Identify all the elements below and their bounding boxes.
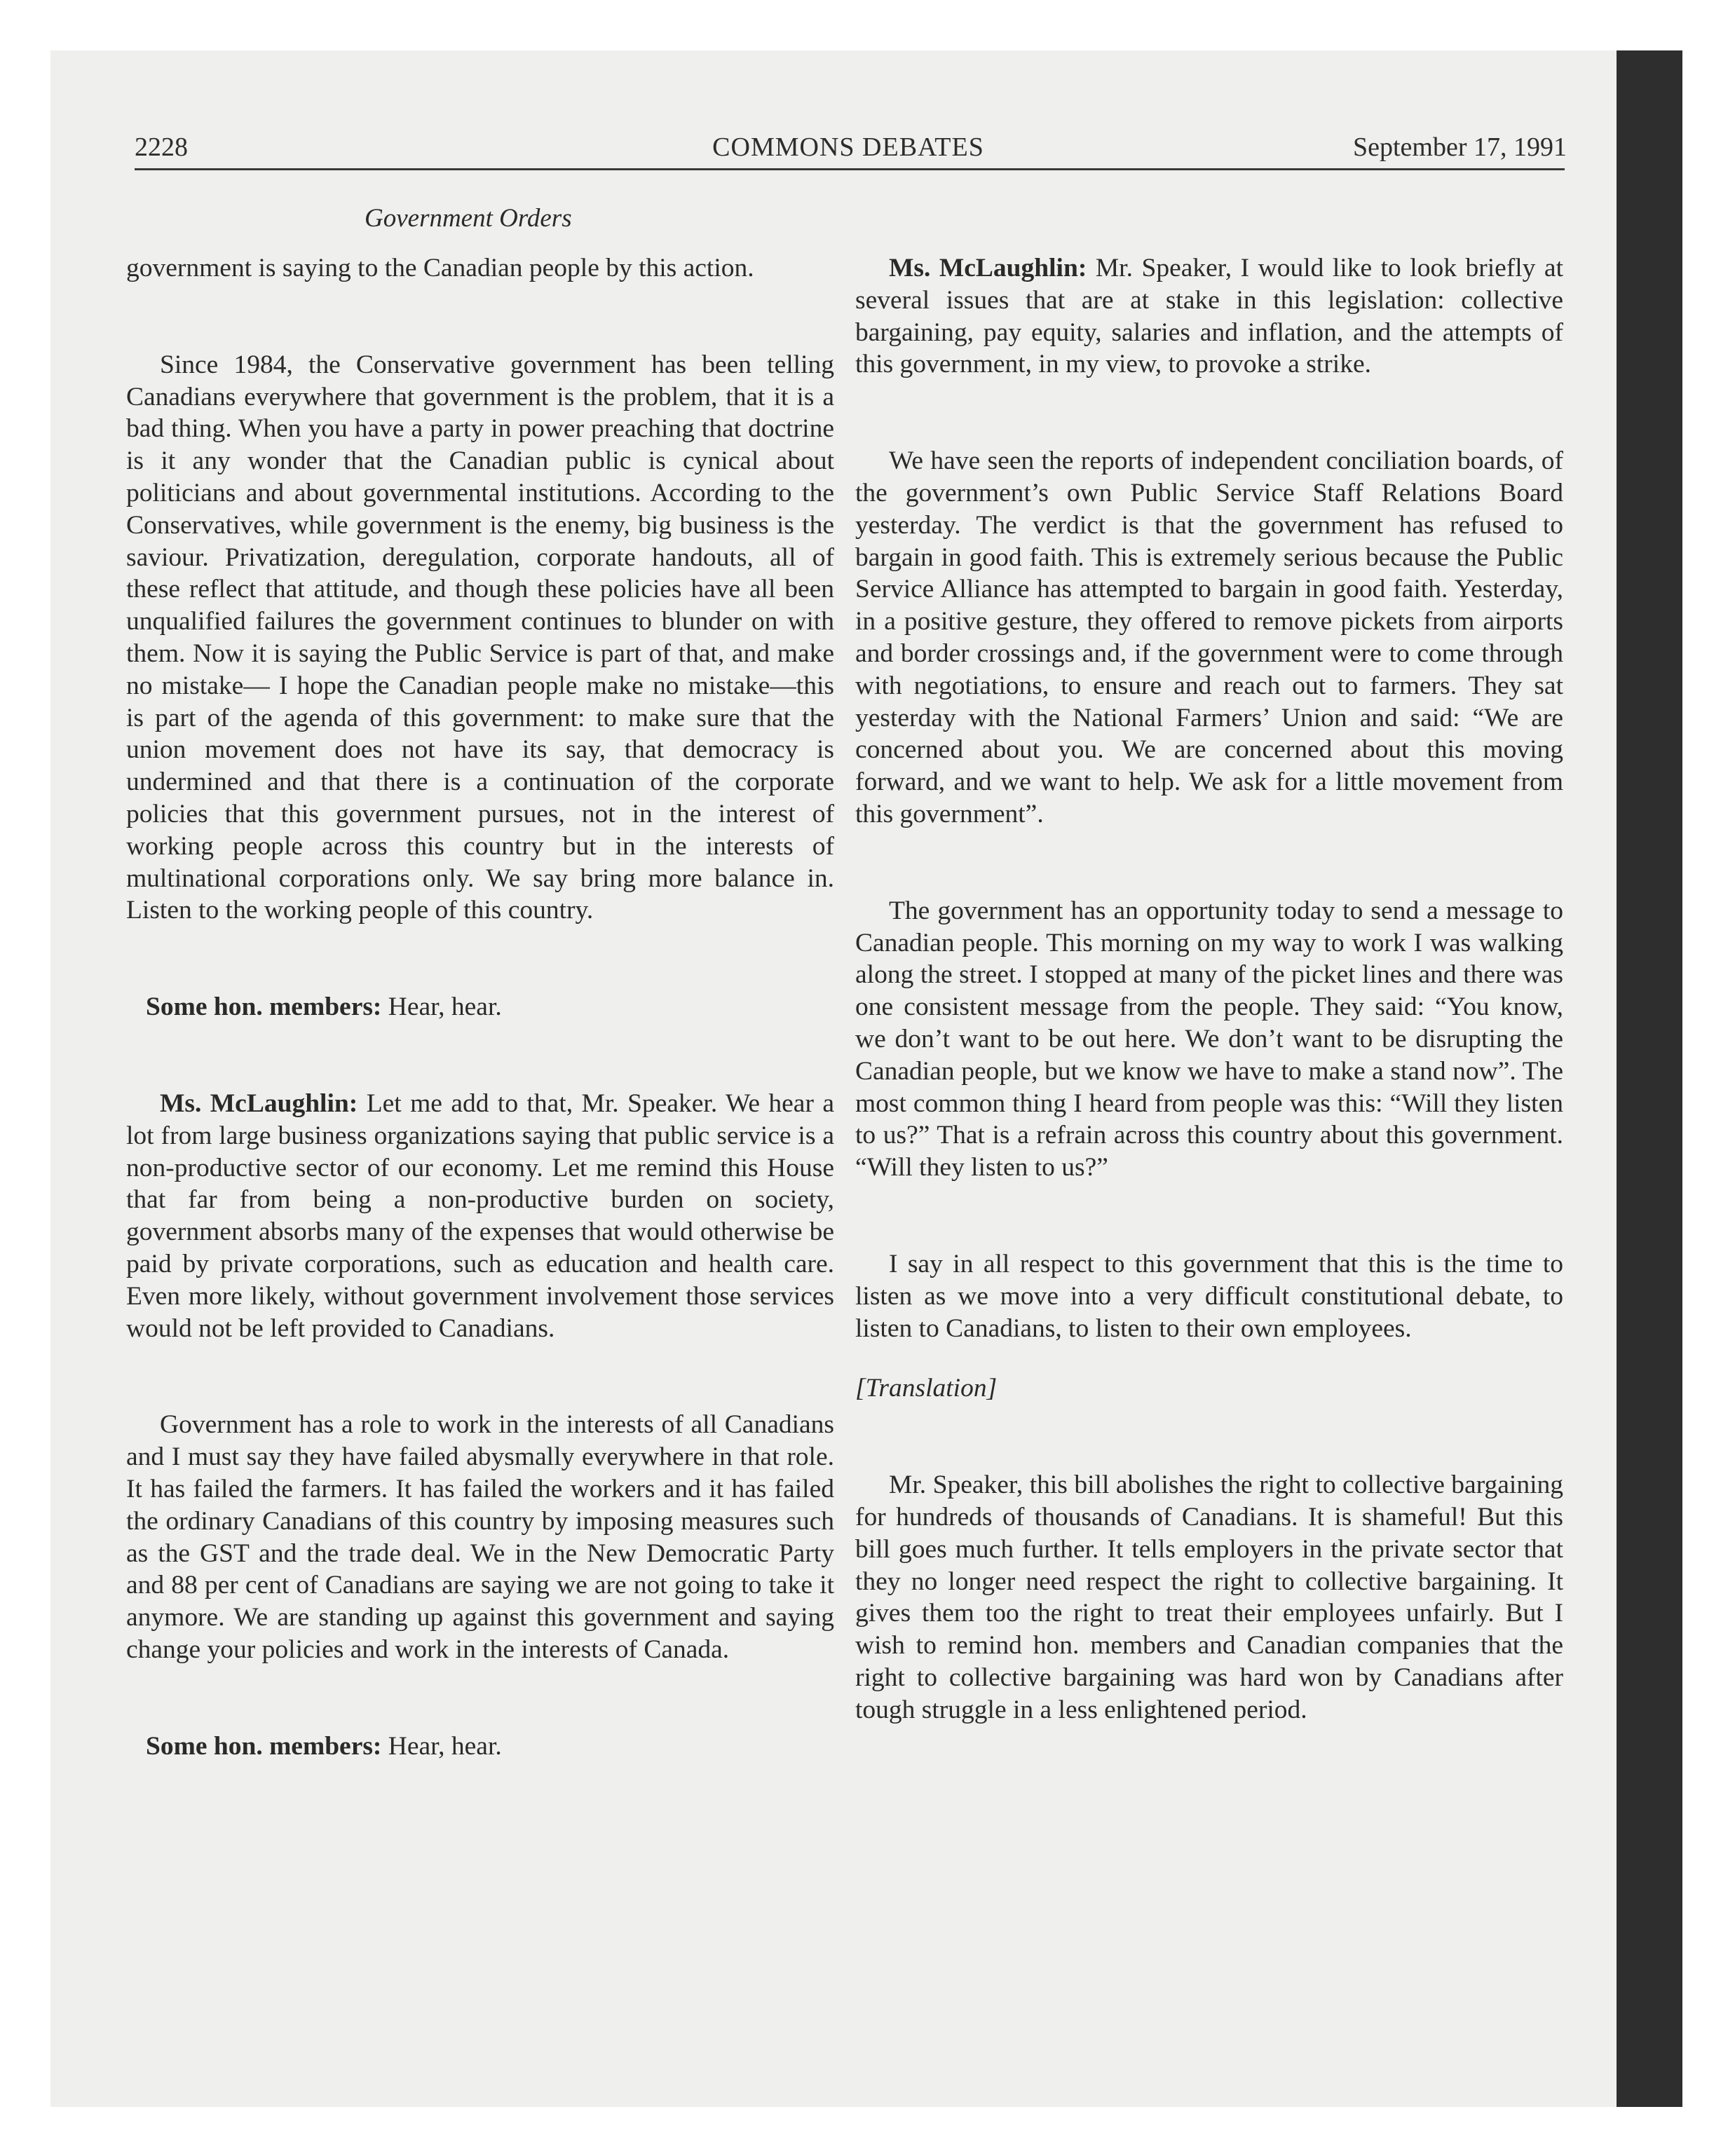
paragraph-time-to-listen: I say in all respect to this government that this is the time to listen as we move into a very difficult constitutional debate, to listen to Canadians, to listen to their own employees. bbox=[855, 1249, 1563, 1343]
paragraph-government-role: Government has a role to work in the interests of all Canadians and I must say they have failed abysmally everywhere in that role. It has failed the farmers. It has failed the workers and it has failed the ordinary Canadians of this country by imposing measures such as the GST and the trade deal. We in the New Democratic Party and 88 per cent of Canadians are saying we are not going to take it anymore. We are standing up against this government and saying change your policies and work in the interests of Canada. bbox=[126, 1410, 834, 1664]
left-column bbox=[126, 252, 834, 1762]
paragraph-mclaughlin-business bbox=[126, 1088, 834, 1344]
speaker-label: Ms. McLaughlin: bbox=[160, 1089, 358, 1118]
interjection-text: Hear, hear. bbox=[388, 1731, 502, 1761]
header-rule bbox=[135, 168, 1565, 170]
interjection-hear-hear-2 bbox=[126, 1731, 834, 1763]
speaker-label: Some hon. members: bbox=[146, 1731, 382, 1761]
speaker-label: Ms. McLaughlin: bbox=[889, 254, 1087, 282]
right-column bbox=[855, 252, 1563, 1726]
paragraph-mclaughlin-issues bbox=[855, 252, 1563, 381]
paragraph-conservative-government: Since 1984, the Conservative government has been telling Canadians everywhere that government is the problem, that it is a bad thing. When you have a party in power preaching that doctrine is it any wonder that the Canadian public is cynical about politicians and about governmental institutions. According to the Conservatives, while government is the enemy, big business is the saviour. Privatization, deregulation, corporate handouts, all of these reflect that attitude, and though these policies have all been unqualified failures the government continues to blunder on with them. Now it is saying the Public Service is part of that, and make no mistake— I hope the Canadian people make no mistake—this is part of the agenda of this government: to make sure that the union movement does not have its say, that democracy is undermined and that there is a continuation of the corporate policies that this government pursues, not in the interest of working people across this country but in the interests of multinational corporations only. We say bring more balance in. Listen to the working people of this country. bbox=[126, 350, 834, 925]
page-date: September 17, 1991 bbox=[1352, 132, 1567, 162]
section-heading: Government Orders bbox=[365, 204, 572, 233]
paragraph-bill-abolishes: Mr. Speaker, this bill abolishes the right to collective bargaining for hundreds of thousands of Canadians. It is shameful! But this bill goes much further. It tells employers in the private sector that they no longer need respect the right to collective bargaining. It gives them too the right to treat their employees unfairly. But I wish to remind hon. members and Canadian companies that the right to collective bargaining was hard won by Canadians after tough struggle in a less enlightened period. bbox=[855, 1471, 1563, 1724]
page-number: 2228 bbox=[135, 132, 188, 162]
paragraph-conciliation-boards: We have seen the reports of independent conciliation boards, of the government’s own Public Service Staff Relations Board yesterday. The verdict is that the government has refused to bargain in good faith. This is extremely serious because the Public Service Alliance has attempted to bargain in good faith. Yesterday, in a positive gesture, they offered to remove pickets from airports and border crossings and, if the government were to come through with negotiations, to ensure and reach out to farmers. They sat yesterday with the National Farmers’ Union and said: “We are concerned about you. We are concerned about this moving forward, and we want to help. We ask for a little movement from this government”. bbox=[855, 446, 1563, 828]
journal-title: COMMONS DEBATES bbox=[712, 132, 984, 162]
translation-note: [Translation] bbox=[855, 1374, 998, 1403]
scan-dark-edge bbox=[1617, 50, 1682, 2107]
speaker-label: Some hon. members: bbox=[146, 992, 382, 1022]
paragraph-picket-lines: The government has an opportunity today to send a message to Canadian people. This morning on my way to work I was walking along the street. I stopped at many of the picket lines and there was one consistent message from the people. They said: “You know, we don’t want to be out here. We don’t want to be disrupting the Canadian people, but we know we have to make a stand now”. The most common thing I heard from people was this: “Will they listen to us?” That is a refrain across this country about this government. “Will they listen to us?” bbox=[855, 896, 1563, 1182]
interjection-hear-hear-1 bbox=[126, 991, 834, 1023]
paragraph-continued: government is saying to the Canadian people by this action. bbox=[126, 254, 754, 282]
speech-text: Let me add to that, Mr. Speaker. We hear a lot from large business organizations saying that public service is a non-productive sector of our economy. Let me remind this House that far from being a non-productive burden on society, government absorbs many of the expenses that would otherwise be paid by private corporations, such as education and health care. Even more likely, without government involvement those services would not be left provided to Canadians. bbox=[126, 1089, 835, 1343]
speech-text: Mr. Speaker, I would like to look briefly at several issues that are at stake in this legislation: collective bargaining, pay equity, salaries and inflation, and the attempts of this government, in my view, to provoke a strike. bbox=[855, 254, 1563, 379]
interjection-text: Hear, hear. bbox=[388, 992, 502, 1022]
